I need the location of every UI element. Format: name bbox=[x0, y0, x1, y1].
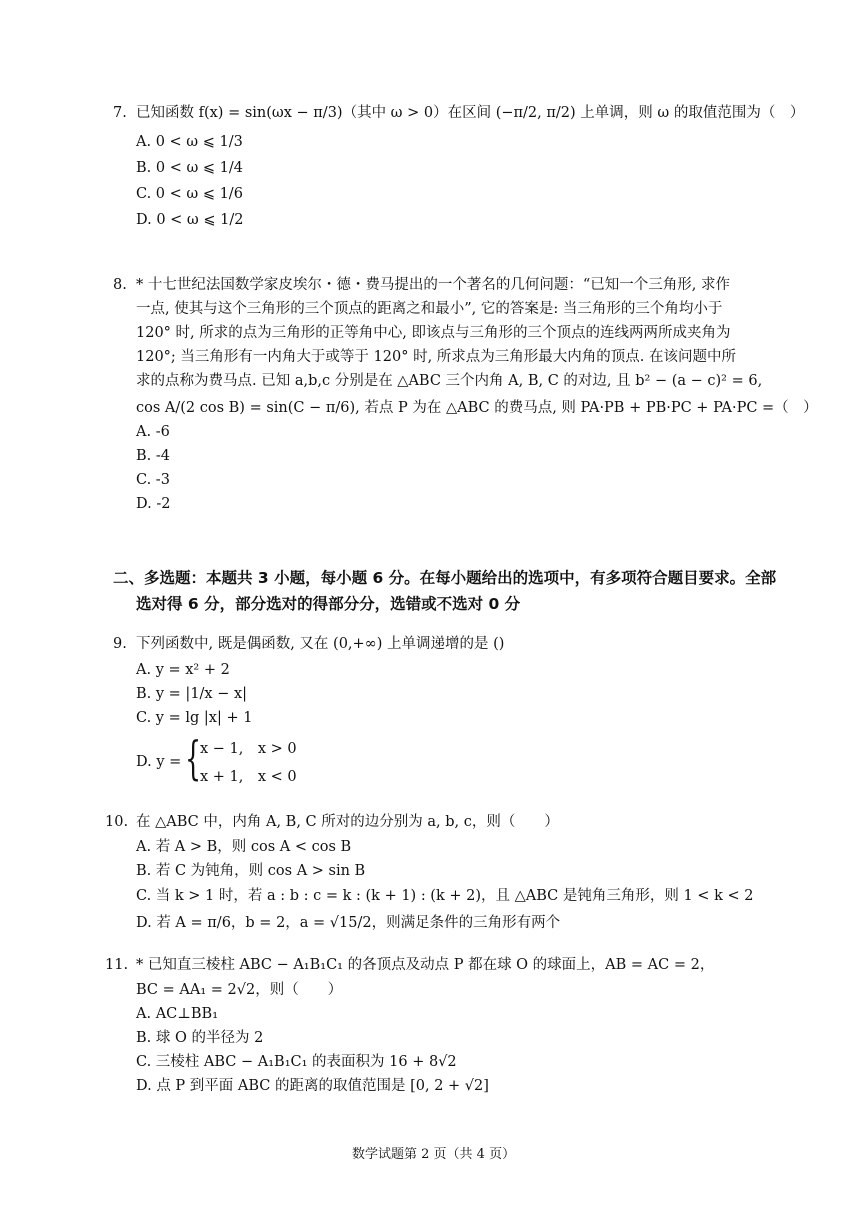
q7-option-a: A. 0 < ω ⩽ 1/3 bbox=[136, 134, 243, 150]
section-2-heading: 二、多选题：本题共 3 小题，每小题 6 分。在每小题给出的选项中，有多项符合题目要求。全部 bbox=[113, 569, 777, 587]
q10-number: 10. bbox=[105, 814, 129, 830]
q9-option-d-case-2: x + 1, x < 0 bbox=[200, 769, 297, 785]
q9-option-b: B. y = |1/x − x| bbox=[136, 686, 248, 702]
q11-number: 11. bbox=[105, 957, 129, 973]
q7-option-d: D. 0 < ω ⩽ 1/2 bbox=[136, 212, 244, 228]
section-2-heading-cont: 选对得 6 分，部分选对的得部分分，选错或不选对 0 分 bbox=[136, 595, 521, 613]
q11-line-2: BC = AA₁ = 2√2，则（ ） bbox=[136, 982, 343, 998]
q8-number: 8. bbox=[113, 277, 127, 293]
q10-option-b: B. 若 C 为钝角，则 cos A > sin B bbox=[136, 863, 366, 879]
q9-option-d-case-1: x − 1, x > 0 bbox=[200, 741, 297, 757]
q7-option-c: C. 0 < ω ⩽ 1/6 bbox=[136, 186, 243, 202]
q11-option-a: A. AC⊥BB₁ bbox=[136, 1006, 219, 1022]
q8-option-b: B. -4 bbox=[136, 448, 170, 464]
q11-option-b: B. 球 O 的半径为 2 bbox=[136, 1030, 264, 1046]
q8-option-a: A. -6 bbox=[136, 424, 170, 440]
q9-number: 9. bbox=[113, 636, 127, 652]
q10-stem: 在 △ABC 中，内角 A, B, C 所对的边分别为 a, b, c，则（ ） bbox=[136, 814, 559, 830]
q8-line-4: 120°; 当三角形有一内角大于或等于 120° 时, 所求点为三角形最大内角的顶点. 在该问题中所 bbox=[136, 349, 736, 365]
q8-option-d: D. -2 bbox=[136, 496, 171, 512]
q7-option-b: B. 0 < ω ⩽ 1/4 bbox=[136, 160, 243, 176]
q10-option-c: C. 当 k > 1 时，若 a : b : c = k : (k + 1) : (k + 2)，且 △ABC 是钝角三角形，则 1 < k < 2 bbox=[136, 888, 754, 904]
q8-line-5: 求的点称为费马点. 已知 a,b,c 分别是在 △ABC 三个内角 A, B, C 的对边, 且 b² − (a − c)² = 6, bbox=[136, 373, 763, 389]
q9-stem: 下列函数中, 既是偶函数, 又在 (0,+∞) 上单调递增的是 () bbox=[136, 636, 505, 652]
q8-option-c: C. -3 bbox=[136, 472, 170, 488]
q9-option-c: C. y = lg |x| + 1 bbox=[136, 710, 253, 726]
q8-line-6: cos A/(2 cos B) = sin(C − π/6), 若点 P 为在 △ABC 的费马点, 则 PA·PB + PB·PC + PA·PC =（ ） bbox=[136, 400, 818, 416]
q11-line-1: * 已知直三棱柱 ABC − A₁B₁C₁ 的各顶点及动点 P 都在球 O 的球面上，AB = AC = 2， bbox=[136, 957, 715, 973]
q8-line-3: 120° 时, 所求的点为三角形的正等角中心, 即该点与三角形的三个顶点的连线两两所成夹角为 bbox=[136, 325, 731, 341]
piecewise-brace: { bbox=[185, 731, 202, 785]
q8-line-1: * 十七世纪法国数学家皮埃尔・德・费马提出的一个著名的几何问题：“已知一个三角形, 求作 bbox=[136, 277, 730, 293]
q10-option-d: D. 若 A = π/6，b = 2，a = √15/2，则满足条件的三角形有两个 bbox=[136, 915, 561, 931]
q11-option-c: C. 三棱柱 ABC − A₁B₁C₁ 的表面积为 16 + 8√2 bbox=[136, 1054, 457, 1070]
q7-number: 7. bbox=[113, 105, 127, 121]
page-footer: 数学试题第 2 页（共 4 页） bbox=[352, 1147, 516, 1162]
q7-stem: 已知函数 f(x) = sin(ωx − π/3)（其中 ω > 0）在区间 (−π/2, π/2) 上单调，则 ω 的取值范围为（ ） bbox=[136, 105, 805, 121]
q9-option-d-label: D. y = bbox=[136, 754, 182, 770]
q9-option-a: A. y = x² + 2 bbox=[136, 662, 230, 678]
q8-line-2: 一点, 使其与这个三角形的三个顶点的距离之和最小”, 它的答案是: 当三角形的三个角均小于 bbox=[136, 301, 723, 317]
q10-option-a: A. 若 A > B，则 cos A < cos B bbox=[136, 839, 352, 855]
q11-option-d: D. 点 P 到平面 ABC 的距离的取值范围是 [0, 2 + √2] bbox=[136, 1078, 489, 1094]
